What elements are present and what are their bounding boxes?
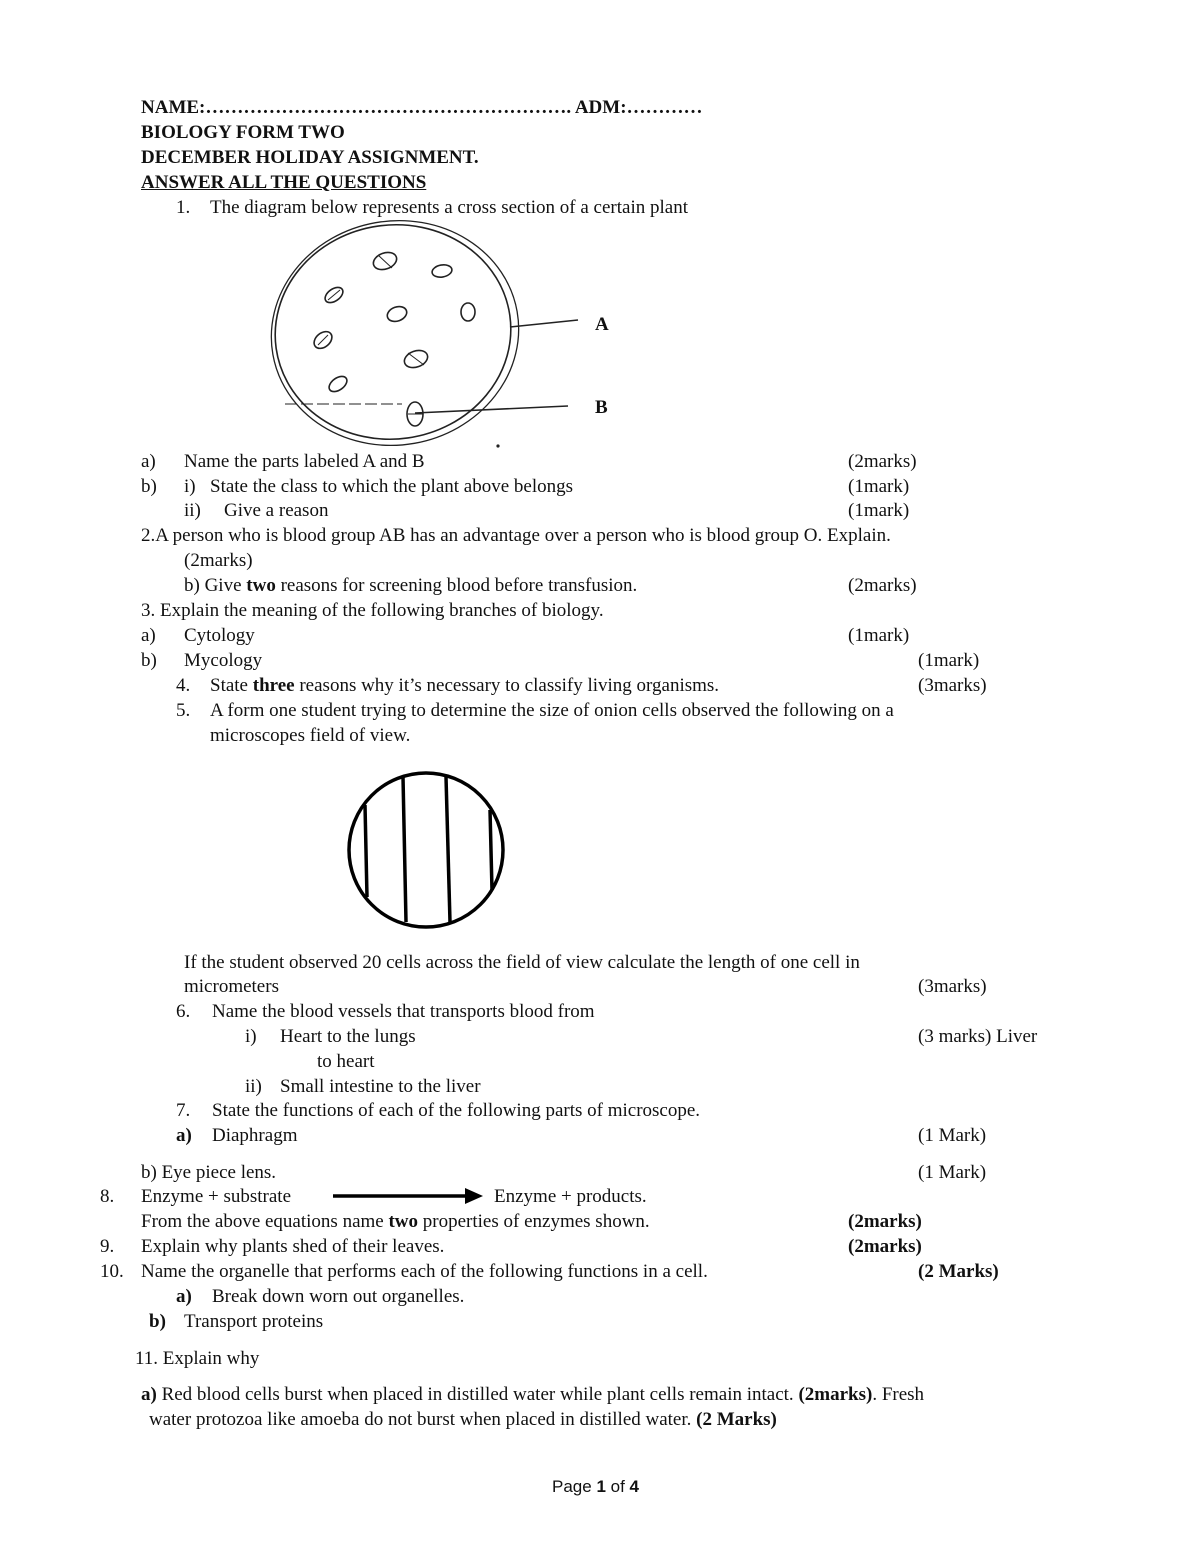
q10-text: Name the organelle that performs each of the following functions in a cell.: [141, 1261, 708, 1282]
q8-marks: (2marks): [848, 1211, 922, 1232]
q9-text: Explain why plants shed of their leaves.: [141, 1236, 445, 1257]
q10-marks: (2 Marks): [918, 1261, 999, 1282]
q1-text: The diagram below represents a cross section of a certain plant: [210, 197, 688, 218]
q8-text: From the above equations name two properties of enzymes shown.: [141, 1211, 650, 1232]
q7-b-text: b) Eye piece lens.: [141, 1162, 277, 1183]
q11-text: 11. Explain why: [135, 1348, 260, 1369]
q1-bi-number: i): [184, 476, 196, 497]
q3-a-number: a): [141, 625, 156, 646]
q3-b-number: b): [141, 650, 157, 671]
q3-text: 3. Explain the meaning of the following branches of biology.: [141, 600, 604, 621]
q1-bii-number: ii): [184, 500, 201, 521]
q1-b-number: b): [141, 476, 157, 497]
q1-a-marks: (2marks): [848, 451, 917, 472]
q5-calc-line1: If the student observed 20 cells across the field of view calculate the length of one cell in: [184, 952, 860, 973]
q4-text: State three reasons why it’s necessary to classify living organisms.: [210, 675, 720, 696]
q1-bii-text: Give a reason: [224, 500, 329, 521]
q7-number: 7.: [176, 1100, 191, 1121]
q7-text: State the functions of each of the following parts of microscope.: [212, 1100, 701, 1121]
q1-number: 1.: [176, 197, 191, 218]
q6-continuation: to heart: [317, 1051, 375, 1072]
q10-number: 10.: [100, 1261, 124, 1282]
q10-a-text: Break down worn out organelles.: [212, 1286, 465, 1307]
q10-a-number: a): [176, 1286, 192, 1307]
q10-b-number: b): [149, 1311, 166, 1332]
q5-number: 5.: [176, 700, 191, 721]
q1-a-number: a): [141, 451, 156, 472]
q5-line2: microscopes field of view.: [210, 725, 411, 746]
q8-number: 8.: [100, 1186, 115, 1207]
q11-a-line1: a) Red blood cells burst when placed in distilled water while plant cells remain intact. (2marks). Fresh: [141, 1384, 925, 1405]
q8-equation-left: Enzyme + substrate: [141, 1186, 292, 1207]
q9-marks: (2marks): [848, 1236, 922, 1257]
q1-bi-marks: (1mark): [848, 476, 910, 497]
q6-ii-number: ii): [245, 1076, 262, 1097]
q7-a-text: Diaphragm: [212, 1125, 298, 1146]
q1-bii-marks: (1mark): [848, 500, 910, 521]
q4-marks: (3marks): [918, 675, 987, 696]
q6-number: 6.: [176, 1001, 191, 1022]
q2-marks: (2marks): [184, 550, 253, 571]
q5-line1: A form one student trying to determine the size of onion cells observed the following on a: [210, 700, 894, 721]
q1-a-text: Name the parts labeled A and B: [184, 451, 425, 472]
q5-calc-line2: micrometers: [184, 976, 279, 997]
q7-a-marks: (1 Mark): [918, 1125, 987, 1146]
page-number: Page 1 of 4: [552, 1477, 639, 1496]
q3-b-text: Mycology: [184, 650, 263, 671]
q8-equation-right: Enzyme + products.: [494, 1186, 647, 1207]
q3-a-marks: (1mark): [848, 625, 910, 646]
q2-b-marks: (2marks): [848, 575, 917, 596]
q9-number: 9.: [100, 1236, 115, 1257]
q6-i-marks: (3 marks) Liver: [918, 1026, 1038, 1047]
label-b: B: [595, 397, 608, 418]
q6-ii-text: Small intestine to the liver: [280, 1076, 481, 1097]
q3-a-text: Cytology: [184, 625, 255, 646]
label-a: A: [595, 314, 609, 335]
q6-i-number: i): [245, 1026, 257, 1047]
q2-text: 2.A person who is blood group AB has an advantage over a person who is blood group O. Explain.: [141, 525, 891, 546]
right-arrow-icon: [333, 1186, 483, 1206]
q11-a-line2: water protozoa like amoeba do not burst when placed in distilled water. (2 Marks): [149, 1409, 777, 1430]
subject-title: BIOLOGY FORM TWO: [141, 122, 345, 143]
q10-b-text: Transport proteins: [184, 1311, 324, 1332]
q7-a-number: a): [176, 1125, 192, 1146]
q7-b-marks: (1 Mark): [918, 1162, 987, 1183]
assignment-title: DECEMBER HOLIDAY ASSIGNMENT.: [141, 147, 479, 168]
q6-text: Name the blood vessels that transports blood from: [212, 1001, 595, 1022]
q3-b-marks: (1mark): [918, 650, 980, 671]
q1-bi-text: State the class to which the plant above belongs: [210, 476, 574, 497]
q4-number: 4.: [176, 675, 191, 696]
q6-i-text: Heart to the lungs: [280, 1026, 416, 1047]
name-adm-line: NAME:…………………………………………………. ADM:…………: [141, 97, 703, 118]
q5-marks: (3marks): [918, 976, 987, 997]
q2-b-text: b) Give two reasons for screening blood before transfusion.: [184, 575, 638, 596]
instruction: ANSWER ALL THE QUESTIONS: [141, 172, 427, 193]
